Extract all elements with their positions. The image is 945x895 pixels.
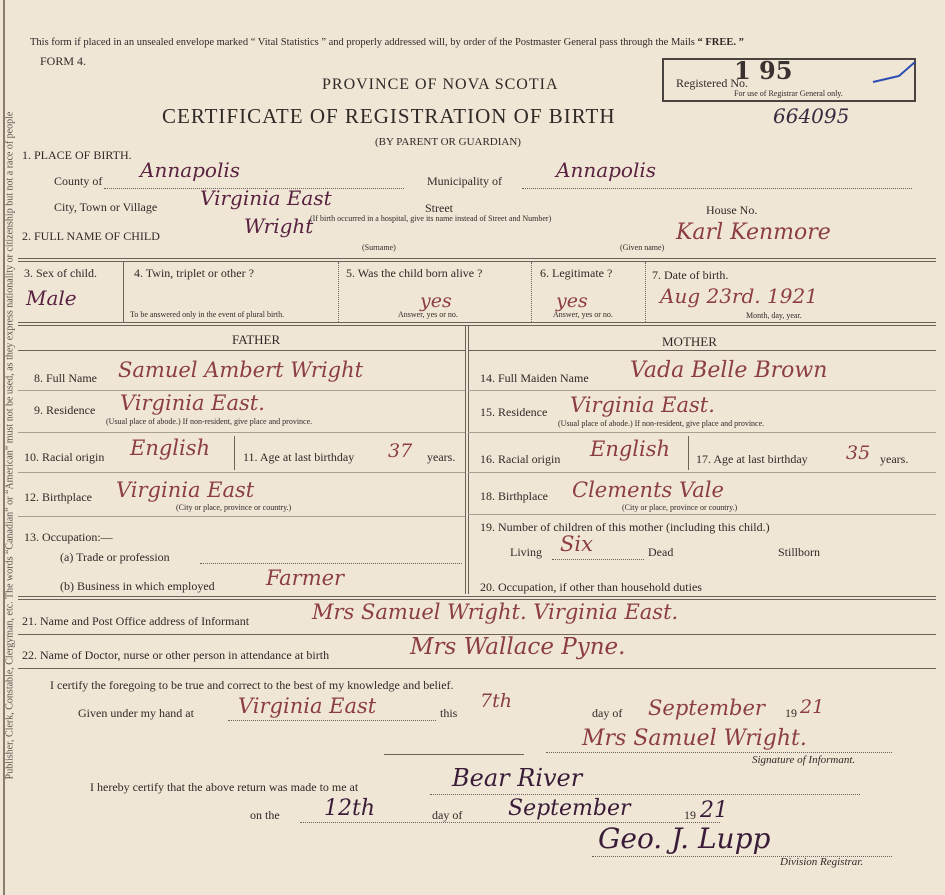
mother-rule-4 [468, 514, 936, 515]
mother-name-value: Vada Belle Brown [630, 358, 828, 383]
legit-value: yes [556, 290, 588, 312]
this-label: this [440, 706, 458, 720]
mother-rule-3 [468, 472, 936, 473]
twin-label: 4. Twin, triplet or other ? [134, 266, 254, 280]
mother-age-divider [688, 436, 689, 470]
registrar-month-value: September [508, 796, 631, 821]
mother-residence-value: Virginia East. [570, 393, 715, 417]
county-label: County of [54, 174, 103, 188]
father-racial-value: English [130, 436, 211, 460]
mother-residence-label: 15. Residence [480, 405, 548, 419]
mail-notice-text: This form if placed in an unsealed envelope marked “ Vital Statistics ” and properly addressed will, by order of the Postmaster General pass through the Mails [30, 37, 695, 48]
check-mark-icon [869, 60, 919, 90]
twin-note: To be answered only in the event of plural birth. [130, 310, 285, 319]
parents-divider-b [468, 326, 469, 594]
father-age-value: 37 [388, 440, 413, 462]
registrar-caption: Division Registrar. [780, 856, 864, 868]
mother-children-label: 19. Number of children of this mother (including this child.) [480, 520, 770, 534]
doctor-label: 22. Name of Doctor, nurse or other person in attendance at birth [22, 648, 330, 662]
father-rule-2 [18, 432, 465, 433]
mother-rule-1 [468, 390, 936, 391]
father-occupation-label: 13. Occupation:— [24, 530, 113, 544]
col-divider-b [338, 262, 339, 322]
city-label: City, Town or Village [54, 200, 158, 214]
date-value: Aug 23rd. 1921 [660, 284, 818, 308]
row-divider-1 [18, 258, 936, 259]
on-the-label: on the [250, 808, 280, 822]
father-trade-label: (a) Trade or profession [60, 550, 170, 564]
alive-note: Answer, yes or no. [398, 310, 458, 319]
registrar-signature: Geo. J. Lupp [598, 822, 771, 855]
form-number: FORM 4. [40, 54, 87, 68]
mother-rule-2 [468, 432, 936, 433]
mother-heading-rule [468, 350, 936, 351]
place-of-birth-label: 1. PLACE OF BIRTH. [22, 148, 132, 162]
living-line [552, 559, 644, 560]
signature-caption: Signature of Informant. [752, 754, 856, 766]
certificate-number: 664095 [773, 104, 850, 128]
date-note: Month, day, year. [746, 311, 802, 320]
father-business-label: (b) Business in which employed [60, 579, 215, 593]
mother-heading: MOTHER [662, 334, 717, 349]
living-value: Six [560, 532, 593, 556]
mother-racial-value: English [590, 437, 671, 461]
father-birthplace-note: (City or place, province or country.) [176, 503, 292, 512]
registrar-year-value: 21 [700, 798, 728, 823]
father-heading: FATHER [232, 332, 281, 347]
province-heading: PROVINCE OF NOVA SCOTIA [322, 76, 559, 93]
father-residence-label: 9. Residence [34, 403, 96, 417]
mail-notice [30, 37, 744, 48]
registrar-day-value: 12th [324, 796, 376, 821]
father-residence-value: Virginia East. [120, 391, 265, 415]
mother-birthplace-label: 18. Birthplace [480, 489, 548, 503]
alive-value: yes [420, 290, 452, 312]
legit-note: Answer, yes or no. [553, 310, 613, 319]
registered-mark: 1 95 [734, 56, 793, 85]
mother-age-label: 17. Age at last birthday [696, 452, 808, 466]
certify-statement: I certify the foregoing to be true and correct to the best of my knowledge and belief. [50, 678, 454, 692]
registrar-place-line [430, 794, 860, 795]
registrar-place-value: Bear River [452, 764, 583, 792]
row-divider-5 [18, 668, 936, 669]
father-trade-line [200, 563, 462, 564]
given-place-value: Virginia East [238, 694, 377, 718]
col-divider-a [123, 262, 124, 322]
document-subtitle: (BY PARENT OR GUARDIAN) [375, 136, 521, 148]
registered-box [662, 58, 916, 102]
stillborn-label: Stillborn [778, 545, 821, 559]
child-surname: Wright [244, 214, 314, 238]
street-note: (If birth occurred in a hospital, give its name instead of Street and Number) [310, 214, 552, 223]
registrar-day-of-label: day of [432, 808, 463, 822]
father-heading-rule [18, 350, 465, 351]
mother-occupation-label: 20. Occupation, if other than household duties [480, 580, 702, 594]
mother-name-label: 14. Full Maiden Name [480, 371, 589, 385]
parents-divider [465, 326, 466, 594]
registrar-statement: I hereby certify that the above return was made to me at [90, 780, 359, 794]
surname-caption: (Surname) [362, 243, 396, 252]
street-label: Street [425, 201, 453, 215]
mother-age-value: 35 [846, 442, 871, 464]
legit-label: 6. Legitimate ? [540, 266, 613, 280]
living-label: Living [510, 545, 542, 559]
mother-years-label: years. [880, 452, 909, 466]
informant-label: 21. Name and Post Office address of Informant [22, 614, 250, 628]
given-day-value: 7th [480, 690, 512, 712]
father-name-value: Samuel Ambert Wright [118, 358, 364, 382]
registered-label: Registered No. [676, 76, 748, 90]
registrar-year-prefix: 19 [684, 808, 696, 822]
given-place-line [228, 720, 436, 721]
sex-label: 3. Sex of child. [24, 266, 97, 280]
informant-signature-line [546, 752, 892, 753]
registered-note: For use of Registrar General only. [734, 89, 843, 98]
given-day-of-label: day of [592, 706, 623, 720]
mother-birthplace-value: Clements Vale [572, 478, 724, 502]
father-business-value: Farmer [266, 566, 345, 590]
document-title: CERTIFICATE OF REGISTRATION OF BIRTH [162, 104, 616, 128]
row-divider-3 [18, 596, 936, 597]
father-years-label: years. [427, 450, 456, 464]
father-rule-4 [18, 516, 465, 517]
mail-notice-free: “ FREE. ” [697, 37, 744, 48]
father-age-divider [234, 436, 235, 470]
father-age-label: 11. Age at last birthday [243, 450, 355, 464]
doctor-value: Mrs Wallace Pyne. [410, 634, 626, 660]
city-value: Virginia East [200, 186, 332, 210]
col-divider-d [645, 262, 646, 322]
father-racial-label: 10. Racial origin [24, 450, 105, 464]
side-margin-text: Publisher, Clerk, Constable, Clergyman, etc. The words “Canadian” or “American” must not be used, as they express nationality or citizenship but not a race of people [4, 111, 16, 780]
informant-value: Mrs Samuel Wright. Virginia East. [312, 600, 679, 624]
municipality-line [522, 188, 912, 189]
alive-label: 5. Was the child born alive ? [346, 266, 483, 280]
given-month-value: September [648, 696, 765, 720]
county-value: Annapolis [140, 158, 241, 182]
municipality-value: Annapolis [556, 158, 657, 182]
given-label: Given under my hand at [78, 706, 194, 720]
house-label: House No. [706, 203, 758, 217]
child-given-name: Karl Kenmore [676, 220, 831, 245]
given-year-value: 21 [800, 696, 825, 718]
father-birthplace-label: 12. Birthplace [24, 490, 92, 504]
informant-signature: Mrs Samuel Wright. [582, 726, 807, 751]
mother-racial-label: 16. Racial origin [480, 452, 561, 466]
father-name-label: 8. Full Name [34, 371, 97, 385]
father-residence-note: (Usual place of abode.) If non-resident, give place and province. [106, 417, 313, 426]
col-divider-c [531, 262, 532, 322]
date-label: 7. Date of birth. [652, 268, 729, 282]
row-divider-2 [18, 322, 936, 323]
child-name-label: 2. FULL NAME OF CHILD [22, 229, 160, 243]
mother-birthplace-note: (City or place, province or country.) [622, 503, 738, 512]
municipality-label: Municipality of [427, 174, 502, 188]
father-birthplace-value: Virginia East [116, 478, 255, 502]
dead-label: Dead [648, 545, 674, 559]
row-divider-1b [18, 261, 936, 262]
father-rule-3 [18, 472, 465, 473]
blank-signature-line [384, 754, 524, 755]
row-divider-2b [18, 325, 936, 326]
given-year-prefix: 19 [785, 706, 797, 720]
sex-value: Male [26, 286, 77, 310]
mother-residence-note: (Usual place of abode.) If non-resident, give place and province. [558, 419, 765, 428]
given-caption: (Given name) [620, 243, 665, 252]
